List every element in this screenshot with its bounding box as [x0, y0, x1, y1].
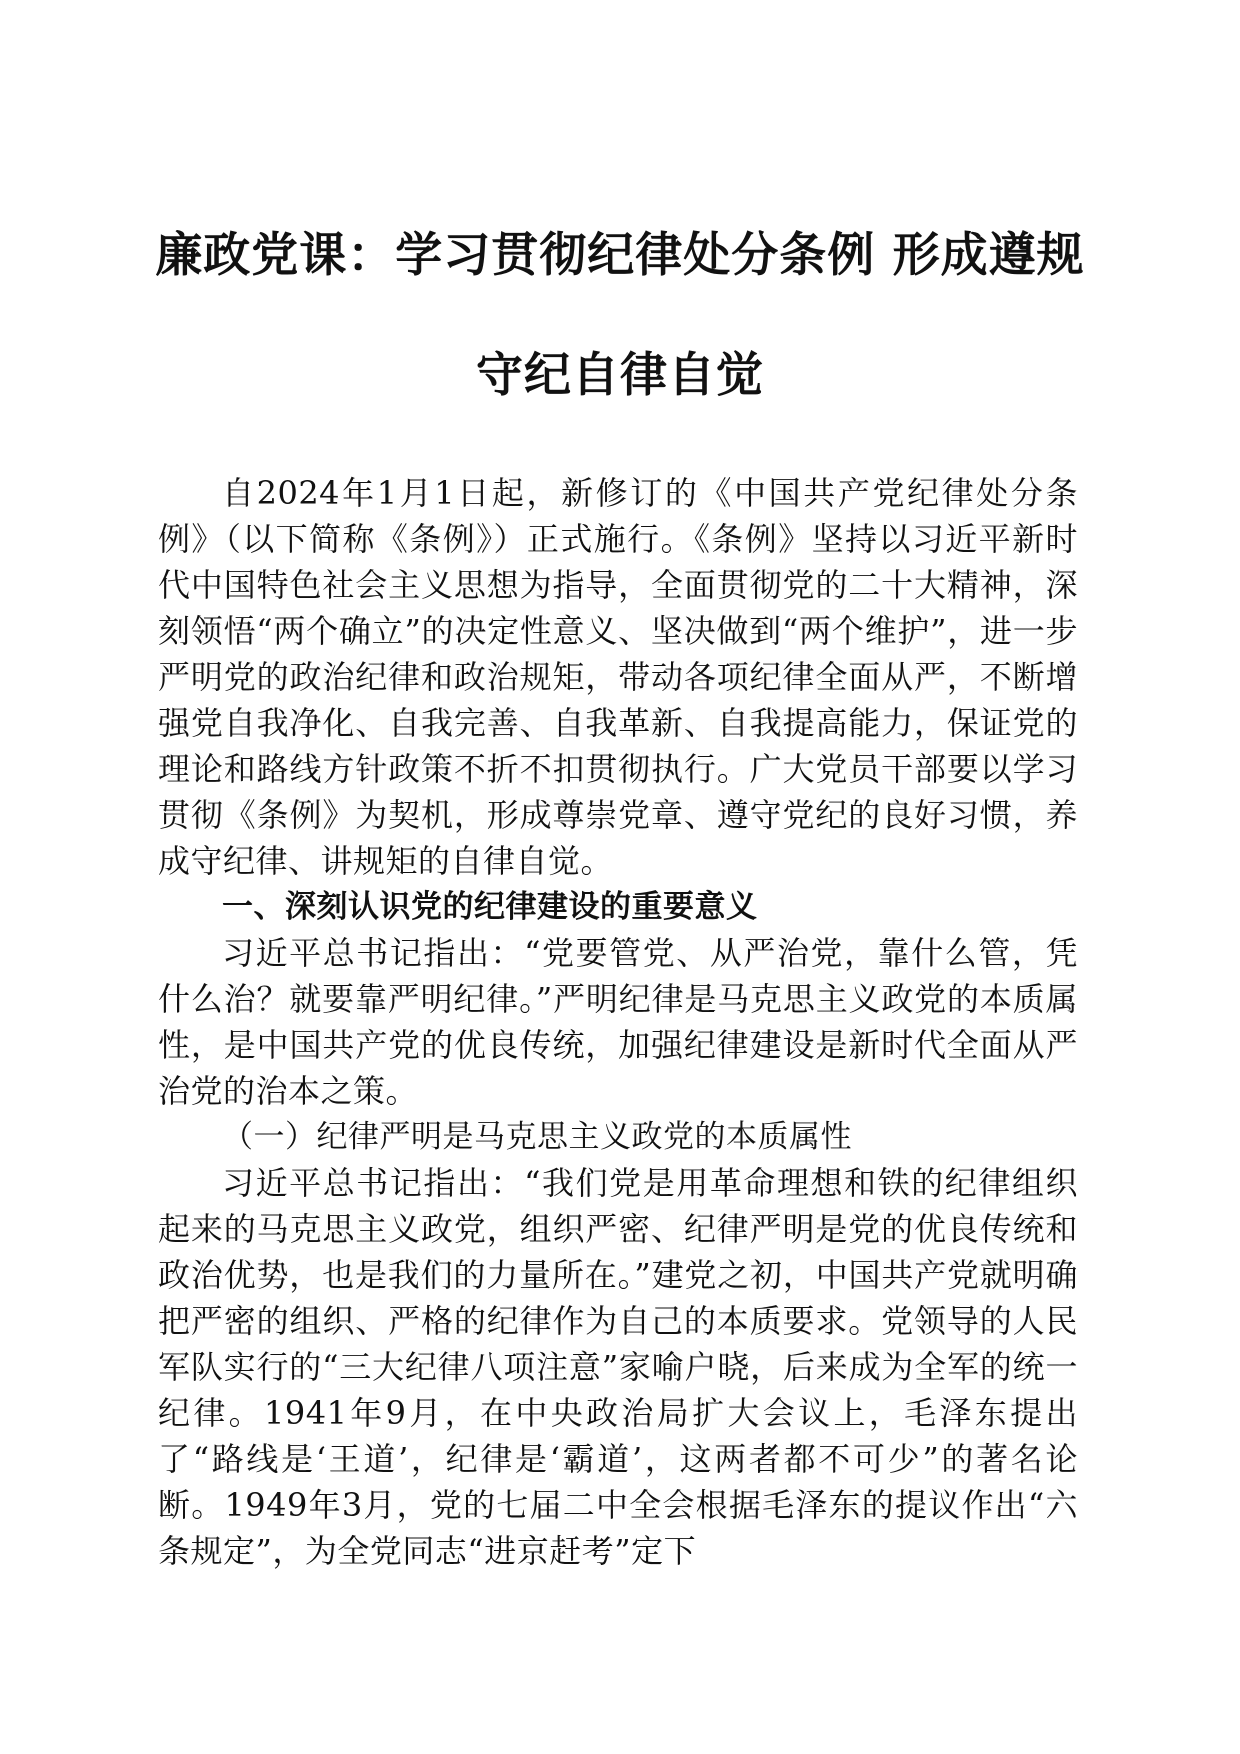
subsection-1-paragraph: 习近平总书记指出：“我们党是用革命理想和铁的纪律组织起来的马克思主义政党，组织严密、纪律严明是党的优良传统和政治优势，也是我们的力量所在。”建党之初，中国共产党就明确把严密的组织、严格的纪律作为自己的本质要求。党领导的人民军队实行的“三大纪律八项注意”家喻户晓，后来成为全军的统一纪律。1941年9月，在中央政治局扩大会议上，毛泽东提出了“路线是‘王道’，纪律是‘霸道’，这两者都不可少”的著名论断。1949年3月，党的七届二中全会根据毛泽东的提议作出“六条规定”，为全党同志“进京赶考”定下 — [158, 1164, 1078, 1570]
section-1-paragraph: 习近平总书记指出：“党要管党、从严治党，靠什么管，凭什么治？就要靠严明纪律。”严明纪律是马克思主义政党的本质属性，是中国共产党的优良传统，加强纪律建设是新时代全面从严治党的治本之策。 — [158, 934, 1078, 1110]
document-title-line-2: 守纪自律自觉 — [476, 348, 764, 403]
section-heading-1: 一、深刻认识党的纪律建设的重要意义 — [222, 889, 758, 925]
document-body — [158, 470, 1078, 1574]
intro-paragraph: 自2024年1月1日起，新修订的《中国共产党纪律处分条例》（以下简称《条例》）正式施行。《条例》坚持以习近平新时代中国特色社会主义思想为指导，全面贯彻党的二十大精神，深刻领悟“两个确立”的决定性意义、坚决做到“两个维护”，进一步严明党的政治纪律和政治规矩，带动各项纪律全面从严，不断增强党自我净化、自我完善、自我革新、自我提高能力，保证党的理论和路线方针政策不折不扣贯彻执行。广大党员干部要以学习贯彻《条例》为契机，形成尊崇党章、遵守党纪的良好习惯，养成守纪律、讲规矩的自律自觉。 — [158, 474, 1078, 880]
subsection-heading-1: （一）纪律严明是马克思主义政党的本质属性 — [222, 1119, 852, 1155]
document-title-line-1: 廉政党课：学习贯彻纪律处分条例 形成遵规 — [155, 228, 1085, 283]
